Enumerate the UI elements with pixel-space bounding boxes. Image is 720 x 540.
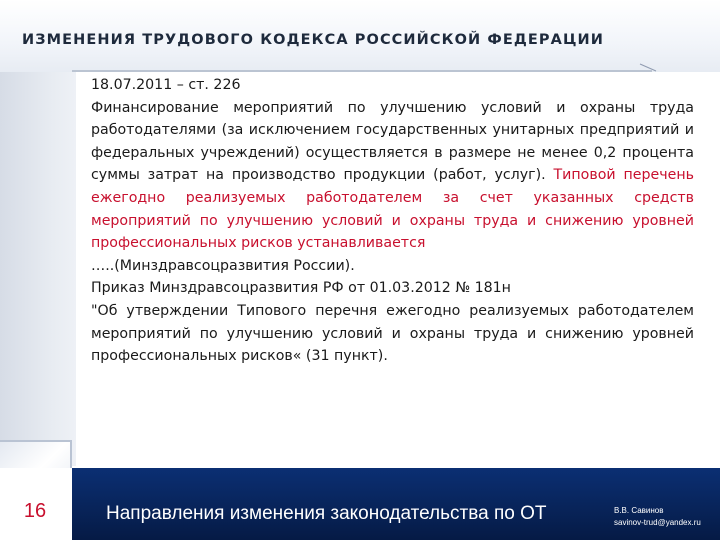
- order-title: "Об утверждении Типового перечня ежегодно реализуемых работодателем мероприятий по улучшению условий и охраны труда и снижению уровней профессиональных рисков« (31 пункт).: [91, 302, 694, 365]
- footer-title: Направления изменения законодательства по ОТ: [106, 503, 547, 524]
- page-title: ИЗМЕНЕНИЯ ТРУДОВОГО КОДЕКСА РОССИЙСКОЙ ФЕДЕРАЦИИ: [22, 32, 604, 48]
- financing-paragraph: [91, 97, 694, 255]
- author-block: [614, 505, 701, 529]
- author-name: В.В. Савинов: [614, 506, 664, 515]
- ministry-line: …..(Минздравсоцразвития России).: [91, 257, 355, 274]
- typical-list-text: Типовой перечень ежегодно реализуемых работодателем за счет указанных средств мероприятий по улучшению условий и охраны труда и снижению уровней профессиональных рисков устанавливается: [91, 167, 694, 252]
- page-number: 16: [23, 500, 47, 522]
- left-decor-strip: [0, 72, 76, 466]
- financing-text: Финансирование мероприятий по улучшению условий и охраны труда работодателями (за исключением государственных унитарных предприятий и федеральных учреждений) осуществляется в размере не менее 0,2 процента суммы затрат на производство продукции (работ, услуг).: [91, 99, 694, 184]
- title-underline: [0, 0, 720, 80]
- slide-body: [91, 74, 694, 368]
- order-line: Приказ Минздравсоцразвития РФ от 01.03.2012 № 181н: [91, 280, 511, 297]
- date-article-line: 18.07.2011 – ст. 226: [91, 77, 241, 93]
- author-email: savinov-trud@yandex.ru: [614, 518, 701, 527]
